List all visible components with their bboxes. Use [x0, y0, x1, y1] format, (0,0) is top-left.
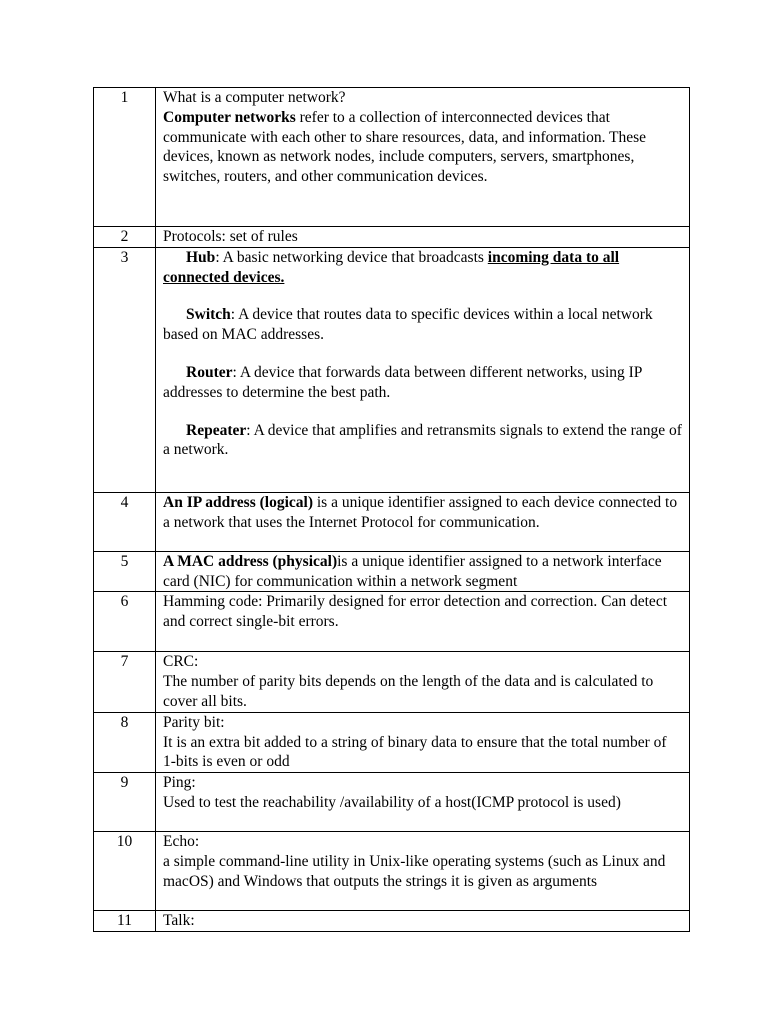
switch-paragraph	[163, 305, 683, 345]
row-content	[156, 652, 690, 712]
row-title: Parity bit:	[163, 713, 225, 731]
row-content	[156, 88, 690, 227]
row-text: The number of parity bits depends on the length of the data and is calculated to cover all bits.	[163, 673, 654, 710]
row-content	[156, 227, 690, 248]
table-row	[94, 492, 690, 551]
row-title: Echo:	[163, 833, 200, 851]
hub-paragraph	[163, 248, 683, 288]
row-content	[156, 247, 690, 492]
repeater-paragraph	[163, 421, 683, 461]
switch-term: Switch	[186, 306, 231, 324]
row-number: 7	[94, 652, 156, 712]
notes-table	[93, 87, 690, 932]
router-text: : A device that forwards data between different networks, using IP addresses to determine the best path.	[163, 363, 642, 401]
row-text: is a unique identifier assigned to each device connected to a network that uses the Internet Protocol for communication.	[163, 493, 678, 531]
row-title: Talk:	[163, 912, 195, 930]
table-row	[94, 832, 690, 911]
row-text: is a unique identifier assigned to a network interface card (NIC) for communication within a network segment	[163, 552, 662, 590]
table-row	[94, 773, 690, 832]
row-text: refer to a collection of interconnected devices that communicate with each other to share resources, data, and information. These devices, known as network nodes, include computers, servers, smartphones, switches, routers, and other communication devices.	[163, 108, 647, 186]
hub-text: : A basic networking device that broadcasts	[215, 248, 488, 266]
table-row	[94, 652, 690, 712]
table-row	[94, 551, 690, 592]
row-term: An IP address (logical)	[163, 493, 313, 511]
row-number: 9	[94, 773, 156, 832]
row-number: 11	[94, 911, 156, 932]
hub-term: Hub	[186, 248, 216, 266]
table-row	[94, 592, 690, 652]
row-term: A MAC address (physical)	[163, 552, 338, 570]
row-title: What is a computer network?	[163, 89, 346, 106]
hub-emphasis: incoming data to all connected devices.	[163, 248, 620, 286]
row-number: 2	[94, 227, 156, 248]
router-paragraph	[163, 363, 683, 403]
table-row	[94, 712, 690, 772]
repeater-term: Repeater	[186, 421, 247, 439]
row-number: 6	[94, 592, 156, 652]
row-text: It is an extra bit added to a string of binary data to ensure that the total number of 1-bits is even or odd	[163, 733, 667, 771]
table-row	[94, 88, 690, 227]
repeater-text: : A device that amplifies and retransmits signals to extend the range of a network.	[163, 421, 682, 459]
table-row	[94, 911, 690, 932]
row-content	[156, 492, 690, 551]
row-number: 8	[94, 712, 156, 772]
row-content	[156, 551, 690, 592]
row-number: 4	[94, 492, 156, 551]
row-text: Used to test the reachability /availability of a host(ICMP protocol is used)	[163, 793, 621, 811]
row-number: 3	[94, 247, 156, 492]
row-number: 10	[94, 832, 156, 911]
row-number: 1	[94, 88, 156, 227]
row-text: a simple command-line utility in Unix-like operating systems (such as Linux and macOS) and Windows that outputs the strings it is given as arguments	[163, 852, 666, 890]
row-title: Ping:	[163, 774, 196, 792]
row-content	[156, 773, 690, 832]
row-title: CRC:	[163, 653, 199, 671]
row-number: 5	[94, 551, 156, 592]
row-text: Hamming code: Primarily designed for error detection and correction. Can detect and correct single-bit errors.	[163, 593, 667, 631]
table-row	[94, 247, 690, 492]
row-content	[156, 911, 690, 932]
row-term: Computer networks	[163, 108, 296, 126]
switch-text: : A device that routes data to specific devices within a local network based on MAC addresses.	[163, 306, 653, 344]
router-term: Router	[186, 363, 233, 381]
row-text: Protocols: set of rules	[163, 228, 298, 245]
row-content	[156, 592, 690, 652]
row-content	[156, 712, 690, 772]
row-content	[156, 832, 690, 911]
table-row	[94, 227, 690, 248]
